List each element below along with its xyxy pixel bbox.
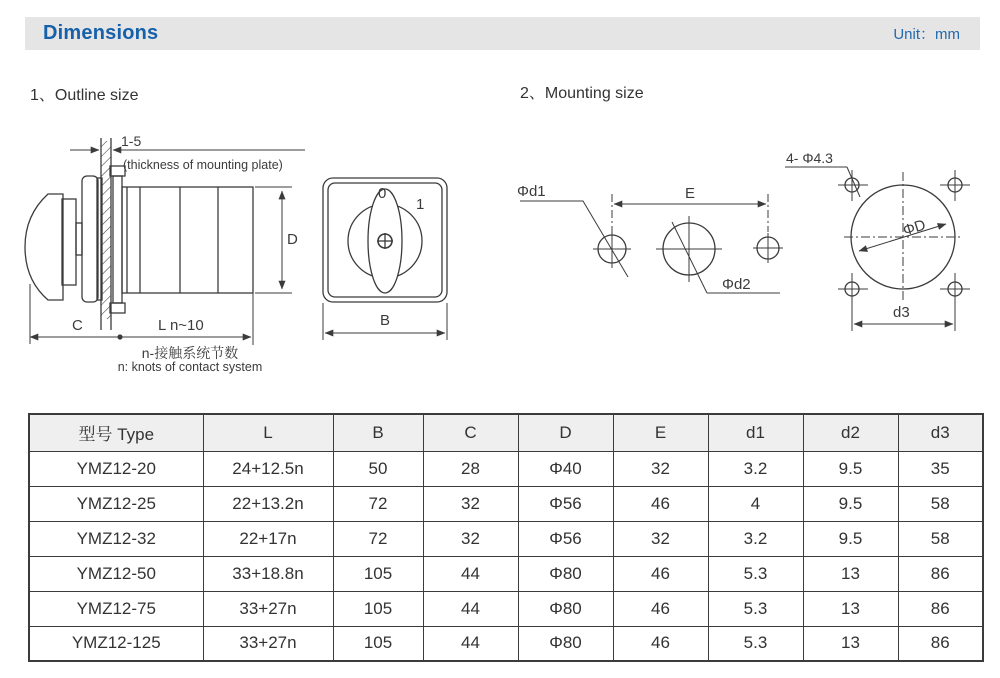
table-cell: 3.2 — [708, 521, 803, 556]
table-cell: 9.5 — [803, 521, 898, 556]
dim-d3-label: d3 — [893, 304, 910, 321]
column-header-3: C — [423, 414, 518, 451]
table-cell: 46 — [613, 486, 708, 521]
table-cell: 46 — [613, 591, 708, 626]
table-row-YMZ12-50 — [29, 556, 983, 591]
table-cell: 22+13.2n — [203, 486, 333, 521]
dim-big-d-label: ΦD — [900, 216, 928, 240]
column-header-0: 型号 Type — [29, 414, 203, 451]
table-cell: 28 — [423, 451, 518, 486]
table-cell: 46 — [613, 556, 708, 591]
table-cell: 44 — [423, 556, 518, 591]
dim-b-label: B — [380, 312, 391, 329]
table-cell: Φ56 — [518, 521, 613, 556]
column-header-1: L — [203, 414, 333, 451]
contact-note-en: n: knots of contact system — [117, 360, 263, 374]
table-cell: 13 — [803, 591, 898, 626]
contact-stack-body — [122, 187, 253, 293]
technical-drawings — [0, 120, 1000, 410]
knob-side-profile — [25, 194, 63, 300]
table-row-YMZ12-25 — [29, 486, 983, 521]
table-cell: 58 — [898, 521, 983, 556]
table-cell: 32 — [613, 451, 708, 486]
column-header-7: d2 — [803, 414, 898, 451]
dimensions-table — [28, 413, 984, 662]
knob-position-1: 1 — [416, 196, 425, 213]
column-header-8: d3 — [898, 414, 983, 451]
table-cell: Φ80 — [518, 626, 613, 661]
table-cell: Φ40 — [518, 451, 613, 486]
table-cell: 72 — [333, 486, 423, 521]
table-cell: 105 — [333, 556, 423, 591]
mounting-size-heading: 2、Mounting size — [520, 85, 644, 102]
table-cell: 9.5 — [803, 451, 898, 486]
table-cell: YMZ12-125 — [29, 626, 203, 661]
table-cell: 4 — [708, 486, 803, 521]
flange-tab-bottom — [110, 303, 125, 313]
bezel-plate — [82, 176, 98, 302]
table-cell: 13 — [803, 626, 898, 661]
dim-l-label: L n~10 — [158, 317, 204, 334]
table-cell: 33+27n — [203, 626, 333, 661]
table-cell: 86 — [898, 626, 983, 661]
knob-position-0: 0 — [378, 185, 387, 202]
table-cell: 86 — [898, 556, 983, 591]
table-cell: YMZ12-75 — [29, 591, 203, 626]
table-cell: 35 — [898, 451, 983, 486]
table-cell: 24+12.5n — [203, 451, 333, 486]
table-cell: 50 — [333, 451, 423, 486]
table-row-YMZ12-125 — [29, 626, 983, 661]
column-header-2: B — [333, 414, 423, 451]
table-cell: Φ56 — [518, 486, 613, 521]
contact-note-cn: n-接触系统节数 — [141, 345, 239, 361]
knob-step — [76, 223, 82, 255]
thickness-range-label: 1-5 — [121, 133, 142, 149]
page-header-bar — [25, 17, 980, 50]
thickness-note-label: (thickness of mounting plate) — [123, 158, 283, 172]
table-cell: 22+17n — [203, 521, 333, 556]
table-cell: 5.3 — [708, 591, 803, 626]
table-cell: 44 — [423, 626, 518, 661]
table-cell: YMZ12-32 — [29, 521, 203, 556]
spec-table-container — [28, 413, 984, 662]
outline-size-heading: 1、Outline size — [30, 87, 139, 104]
table-cell: 46 — [613, 626, 708, 661]
hole-d1-label: Φd1 — [517, 183, 546, 200]
unit-label: Unit：mm — [893, 26, 960, 43]
hole-d2-label: Φd2 — [722, 276, 751, 293]
page-title: Dimensions — [43, 22, 159, 44]
knob-base — [62, 199, 76, 285]
table-header-row — [29, 414, 983, 451]
rear-flange — [113, 176, 122, 303]
table-cell: 72 — [333, 521, 423, 556]
table-cell: YMZ12-20 — [29, 451, 203, 486]
table-cell: 86 — [898, 591, 983, 626]
table-cell: 13 — [803, 556, 898, 591]
table-cell: 5.3 — [708, 626, 803, 661]
dim-d-label: D — [287, 231, 298, 248]
table-cell: 44 — [423, 591, 518, 626]
corner-holes-label: 4- Φ4.3 — [786, 150, 833, 166]
drawings-svg — [0, 120, 1000, 410]
table-cell: 58 — [898, 486, 983, 521]
table-cell: Φ80 — [518, 591, 613, 626]
outline-dimensions — [30, 150, 305, 345]
column-header-5: E — [613, 414, 708, 451]
table-cell: 105 — [333, 626, 423, 661]
table-row-YMZ12-75 — [29, 591, 983, 626]
table-cell: 32 — [423, 486, 518, 521]
table-cell: 33+18.8n — [203, 556, 333, 591]
table-cell: 105 — [333, 591, 423, 626]
table-row-YMZ12-32 — [29, 521, 983, 556]
table-cell: 3.2 — [708, 451, 803, 486]
dim-c-label: C — [72, 317, 83, 334]
table-cell: 5.3 — [708, 556, 803, 591]
column-header-6: d1 — [708, 414, 803, 451]
table-row-YMZ12-20 — [29, 451, 983, 486]
table-cell: Φ80 — [518, 556, 613, 591]
table-cell: 33+27n — [203, 591, 333, 626]
dim-e-label: E — [685, 185, 696, 202]
table-cell: 9.5 — [803, 486, 898, 521]
table-cell: YMZ12-25 — [29, 486, 203, 521]
table-cell: 32 — [613, 521, 708, 556]
table-cell: 32 — [423, 521, 518, 556]
column-header-4: D — [518, 414, 613, 451]
table-cell: YMZ12-50 — [29, 556, 203, 591]
